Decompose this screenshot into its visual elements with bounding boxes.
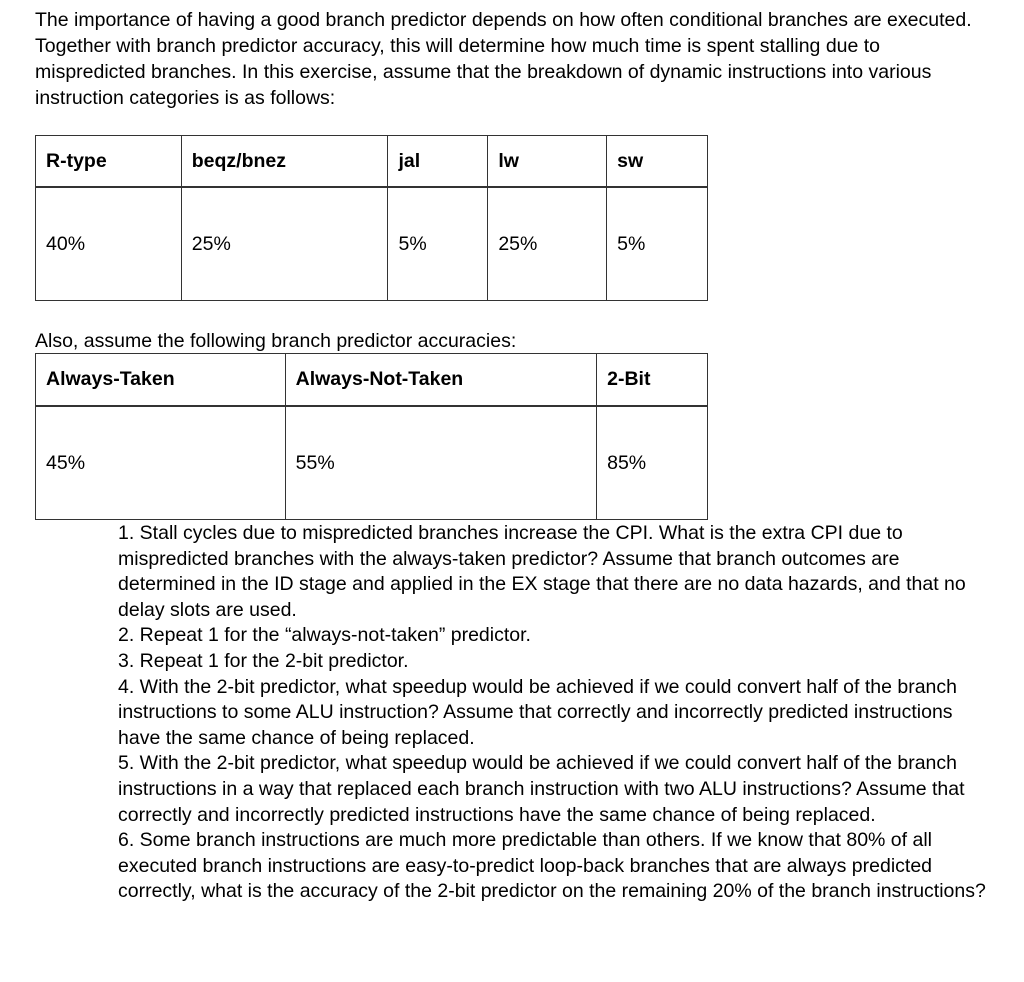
question-item: 3. Repeat 1 for the 2-bit predictor. bbox=[118, 649, 409, 672]
value-cell-sw: 5% bbox=[607, 187, 708, 301]
question-item: 1. Stall cycles due to mispredicted branches increase the CPI. What is the extra CPI due to mispredicted branches with the always-taken predictor? Assume that branch outcomes are determined in the ID stage and applied in the EX stage that there are no data hazards, and that no delay slots are used. bbox=[118, 522, 966, 621]
instruction-mix-header-row bbox=[36, 136, 708, 188]
header-cell-always-not-taken: Always-Not-Taken bbox=[285, 354, 596, 407]
value-cell-lw: 25% bbox=[488, 187, 607, 301]
header-cell-2-bit: 2-Bit bbox=[597, 354, 708, 407]
accuracy-header-row bbox=[36, 354, 708, 407]
question-item: 2. Repeat 1 for the “always-not-taken” predictor. bbox=[118, 624, 531, 647]
predictor-accuracy-table bbox=[35, 353, 708, 520]
question-item: 6. Some branch instructions are much more predictable than others. If we know that 80% of all executed branch instructions are easy-to-predict loop-back branches that are always predicted correctly, what is the accuracy of the 2-bit predictor on the remaining 20% of the branch instructions? bbox=[118, 829, 986, 903]
header-cell-jal: jal bbox=[388, 136, 488, 188]
question-item: 4. With the 2-bit predictor, what speedup would be achieved if we could convert half of the branch instructions to some ALU instruction? Assume that correctly and incorrectly predicted instructions have the same chance of being replaced. bbox=[118, 675, 957, 749]
header-cell-r-type: R-type bbox=[36, 136, 182, 188]
header-cell-always-taken: Always-Taken bbox=[36, 354, 286, 407]
instruction-mix-value-row bbox=[36, 187, 708, 301]
value-cell-r-type: 40% bbox=[36, 187, 182, 301]
value-cell-beqz-bnez: 25% bbox=[181, 187, 388, 301]
value-cell-2-bit: 85% bbox=[597, 406, 708, 520]
header-cell-sw: sw bbox=[607, 136, 708, 188]
value-cell-always-not-taken: 55% bbox=[285, 406, 596, 520]
header-cell-lw: lw bbox=[488, 136, 607, 188]
question-item: 5. With the 2-bit predictor, what speedup would be achieved if we could convert half of the branch instructions in a way that replaced each branch instruction with two ALU instructions? Assume that correctly and incorrectly predicted instructions have the same chance of being replaced. bbox=[118, 752, 965, 826]
accuracy-intro: Also, assume the following branch predictor accuracies: bbox=[35, 330, 517, 352]
value-cell-always-taken: 45% bbox=[36, 406, 286, 520]
value-cell-jal: 5% bbox=[388, 187, 488, 301]
header-cell-beqz-bnez: beqz/bnez bbox=[181, 136, 388, 188]
instruction-mix-table bbox=[35, 135, 708, 301]
accuracy-value-row bbox=[36, 406, 708, 520]
question-list bbox=[118, 521, 998, 905]
intro-paragraph: The importance of having a good branch predictor depends on how often conditional branches are executed. Together with branch predictor accuracy, this will determine how much time is spent stalling due to mispredicted branches. In this exercise, assume that the breakdown of dynamic instructions into various instruction categories is as follows: bbox=[35, 9, 972, 109]
